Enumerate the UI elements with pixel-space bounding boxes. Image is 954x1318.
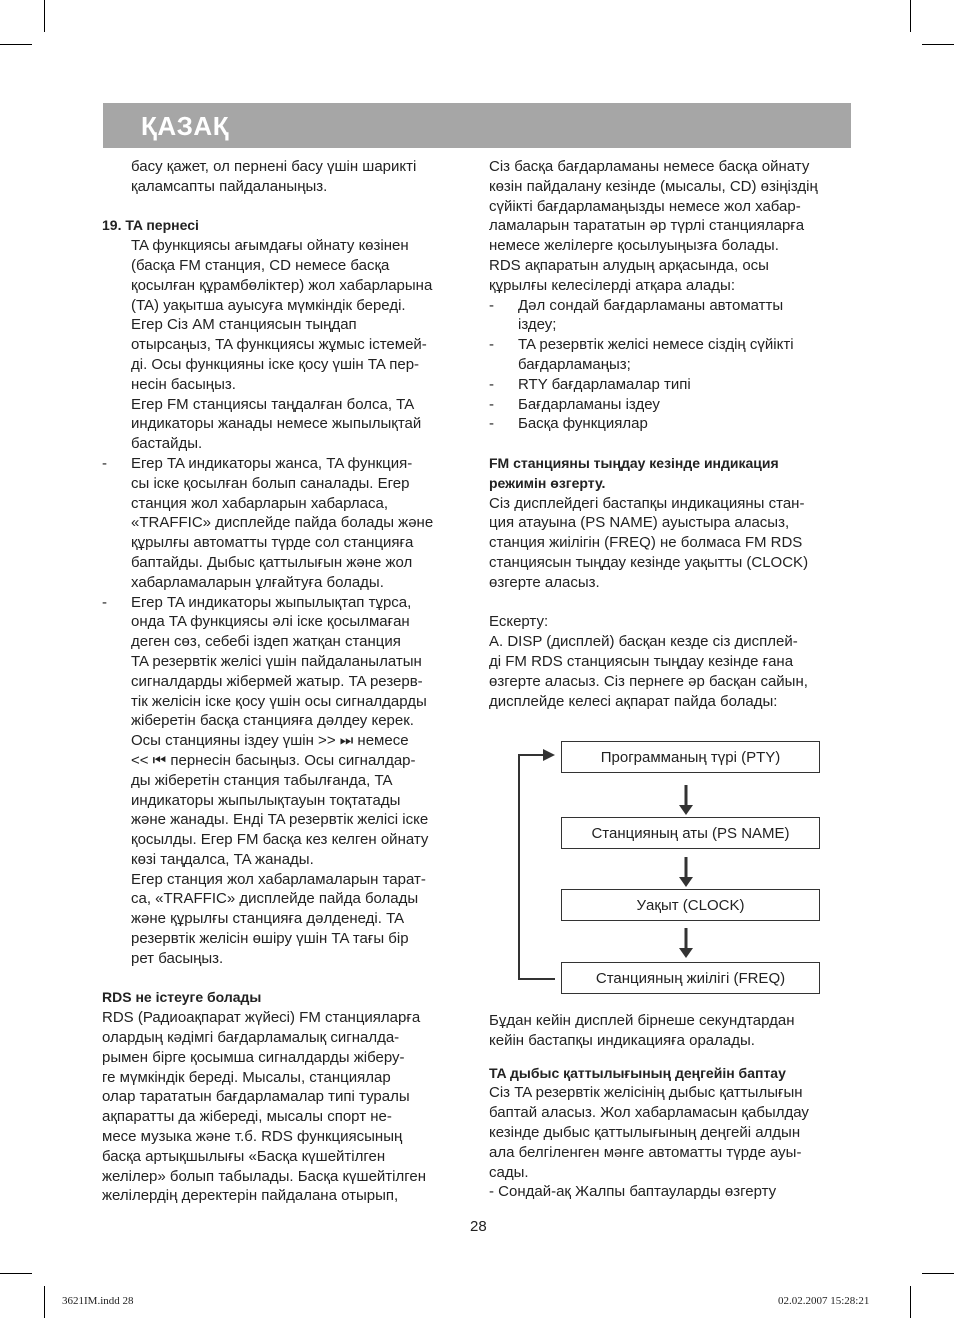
rds-paragraph: RDS (Радиоақпарат жүйесі) FM станцияларға олардың кәдімгі бағдарламалық сигналда- рымен бірге қосымша сигналдарды жіберу- ге мүмкіндік береді. Мысалы, станциялар олар тарататын бағдарламалар типі туралы ақпаратты да жібереді, мысалы спорт не- месе музыка және т.б. RDS функциясының басқа артықшылығы «Басқа күшейтілген желілер» болып табылады. Басқа күшейтілген желілердің деректерін пайдалана отырып, — [102, 1009, 427, 1205]
rds-continued-paragraph: Сіз басқа бағдарламаны немесе басқа ойнату көзін пайдалану кезінде (мысалы, CD) өзіңіздің сүйікті бағдарламаңызды немесе жол хабар- ламаларын тарататын әр түрлі станцияларға немесе желілерге қосылуыңызға болады. RDS ақпаратын алудың арқасында, осы құрылғы келесілерді атқара алады: — [489, 158, 818, 294]
flow-box-ps-name: Станцияның аты (PS NAME) — [561, 817, 820, 849]
rds-heading: RDS не істеуге болады — [102, 989, 262, 1006]
flow-box-pty: Программаның түрі (PTY) — [561, 741, 820, 773]
flow-box-clock: Уақыт (CLOCK) — [561, 889, 820, 921]
flow-box-freq: Станцияның жиілігі (FREQ) — [561, 962, 820, 994]
note-label: Ескерту: — [489, 613, 549, 631]
ta-button-heading: 19. TA пернесі — [102, 217, 199, 234]
section-title: ҚАЗАҚ — [141, 111, 230, 141]
loop-line — [519, 755, 555, 979]
left-column — [102, 157, 470, 1206]
list-item: - Бағдарламаны іздеу — [489, 395, 660, 413]
ta-bullet-blink: - Егер TA индикаторы жыпылықтап тұрса, онда TA функциясы әлі іске қосылмаған деген сөз, себебі іздеп жатқан станция TA резервтік желісі үшін пайдаланылатын сигналдарды жібермей жатыр. TA резерв- тік желісін іске қосу үшін осы сигналдарды жіберетін басқа станцияға дәлдеу керек. Осы станцияны іздеу үшін >> ⏭ немесе << ⏮ пернесін басыңыз. Осы сигналдар- ды жіберетін станция табылғанда, TA индикаторы жыпылықтауын тоқтатады және жанады. Енді TA резервтік желісі іске қосылды. Егер FM басқа кез келген ойнату көзі таңдалса, TA жанады. Егер станция жол хабарламаларын тарат- са, «TRAFFIC» дисплейде пайда болады және құрылғы станцияға дәлденеді. TA резервтік желісін өшіру үшін TA тағы бір рет басыңыз. — [102, 593, 429, 967]
ta-paragraph: TA функциясы ағымдағы ойнату көзінен (басқа FM станция, CD немесе басқа қосылған құрамбөліктер) жол хабарларына (TA) уақытша ауысуға мүмкіндік береді. Егер Сіз AM станциясын тыңдап отырсаңыз, TA функциясы жұмыс істемей- ді. Осы функцияны іске қосу үшін TA пер- несін басыңыз. Егер FM станциясы таңдалған болса, TA индикаторы жанады немесе жыпылықтай бастайды. — [131, 237, 433, 453]
ta-volume-paragraph: Сіз TA резервтік желісінің дыбыс қаттылығын баптай аласыз. Жол хабарламасын қабылдау кезінде дыбыс қаттылығының деңгейі алдын ала белгіленген мәнге автоматты түрде ауы- сады. - Сондай-ақ Жалпы баптауларды өзгерту — [489, 1084, 809, 1201]
arrow-head — [679, 877, 693, 887]
ta-bullet-on: - Егер TA индикаторы жанса, TA функция- сы іске қосылған болып саналады. Егер станция жол хабарларын хабарласа, «TRAFFIC» дисплейде пайда болады және құрылғы автоматты түрде сол станцияға баптайды. Дыбыс қаттылығын және жол хабарламаларын ұлғайтуға болады. — [102, 454, 434, 591]
list-item: - Дәл сондай бағдарламаны автоматты іздеу; — [489, 296, 784, 334]
crop-mark — [910, 0, 911, 32]
crop-mark — [0, 1273, 32, 1274]
right-column — [489, 157, 859, 711]
fm-display-heading: FM станцияны тыңдау кезінде индикация режимін өзгерту. — [489, 454, 779, 491]
arrow-head — [679, 805, 693, 815]
arrow-head — [679, 948, 693, 958]
footer-date: 02.02.2007 15:28:21 — [778, 1295, 870, 1307]
crop-mark — [922, 1273, 954, 1274]
note-paragraph: A. DISP (дисплей) басқан кезде сіз дисплей- ді FM RDS станциясын тыңдау кезінде ғана өзгерте аласыз. Сіз пернеге әр басқан сайын, дисплейде келесі ақпарат пайда болады: — [489, 633, 808, 710]
crop-mark — [922, 44, 954, 45]
crop-mark — [910, 1286, 911, 1318]
footer-file: 3621IM.indd 28 — [62, 1295, 134, 1307]
loop-arrowhead — [543, 749, 555, 761]
page-number: 28 — [470, 1218, 487, 1235]
after-diagram-paragraph: Бұдан кейін дисплей бірнеше секундтардан кейін бастапқы индикацияға оралады. — [489, 1012, 795, 1049]
list-item: - RTY бағдарламалар типі — [489, 375, 691, 393]
section-header — [103, 103, 851, 148]
right-column-bottom — [489, 1011, 859, 1202]
list-item: - TA резервтік желісі немесе сіздің сүйікті бағдарламаңыз; — [489, 336, 794, 373]
list-item: - Басқа функциялар — [489, 415, 648, 433]
ta-volume-heading: TA дыбыс қаттылығының деңгейін баптау — [489, 1064, 786, 1081]
crop-mark — [44, 1286, 45, 1318]
crop-mark — [44, 0, 45, 32]
fm-display-paragraph: Сіз дисплейдегі бастапқы индикацияны стан- ция атауына (PS NAME) ауыстыра аласыз, станция жиілігін (FREQ) не болмаса FM RDS станциясын тыңдау кезінде уақытты (CLOCK) өзгерте аласыз. — [489, 494, 809, 591]
crop-mark — [0, 44, 32, 45]
intro-paragraph: басу қажет, ол пернені басу үшін шарикті қаламсапты пайдаланыңыз. — [131, 158, 417, 195]
